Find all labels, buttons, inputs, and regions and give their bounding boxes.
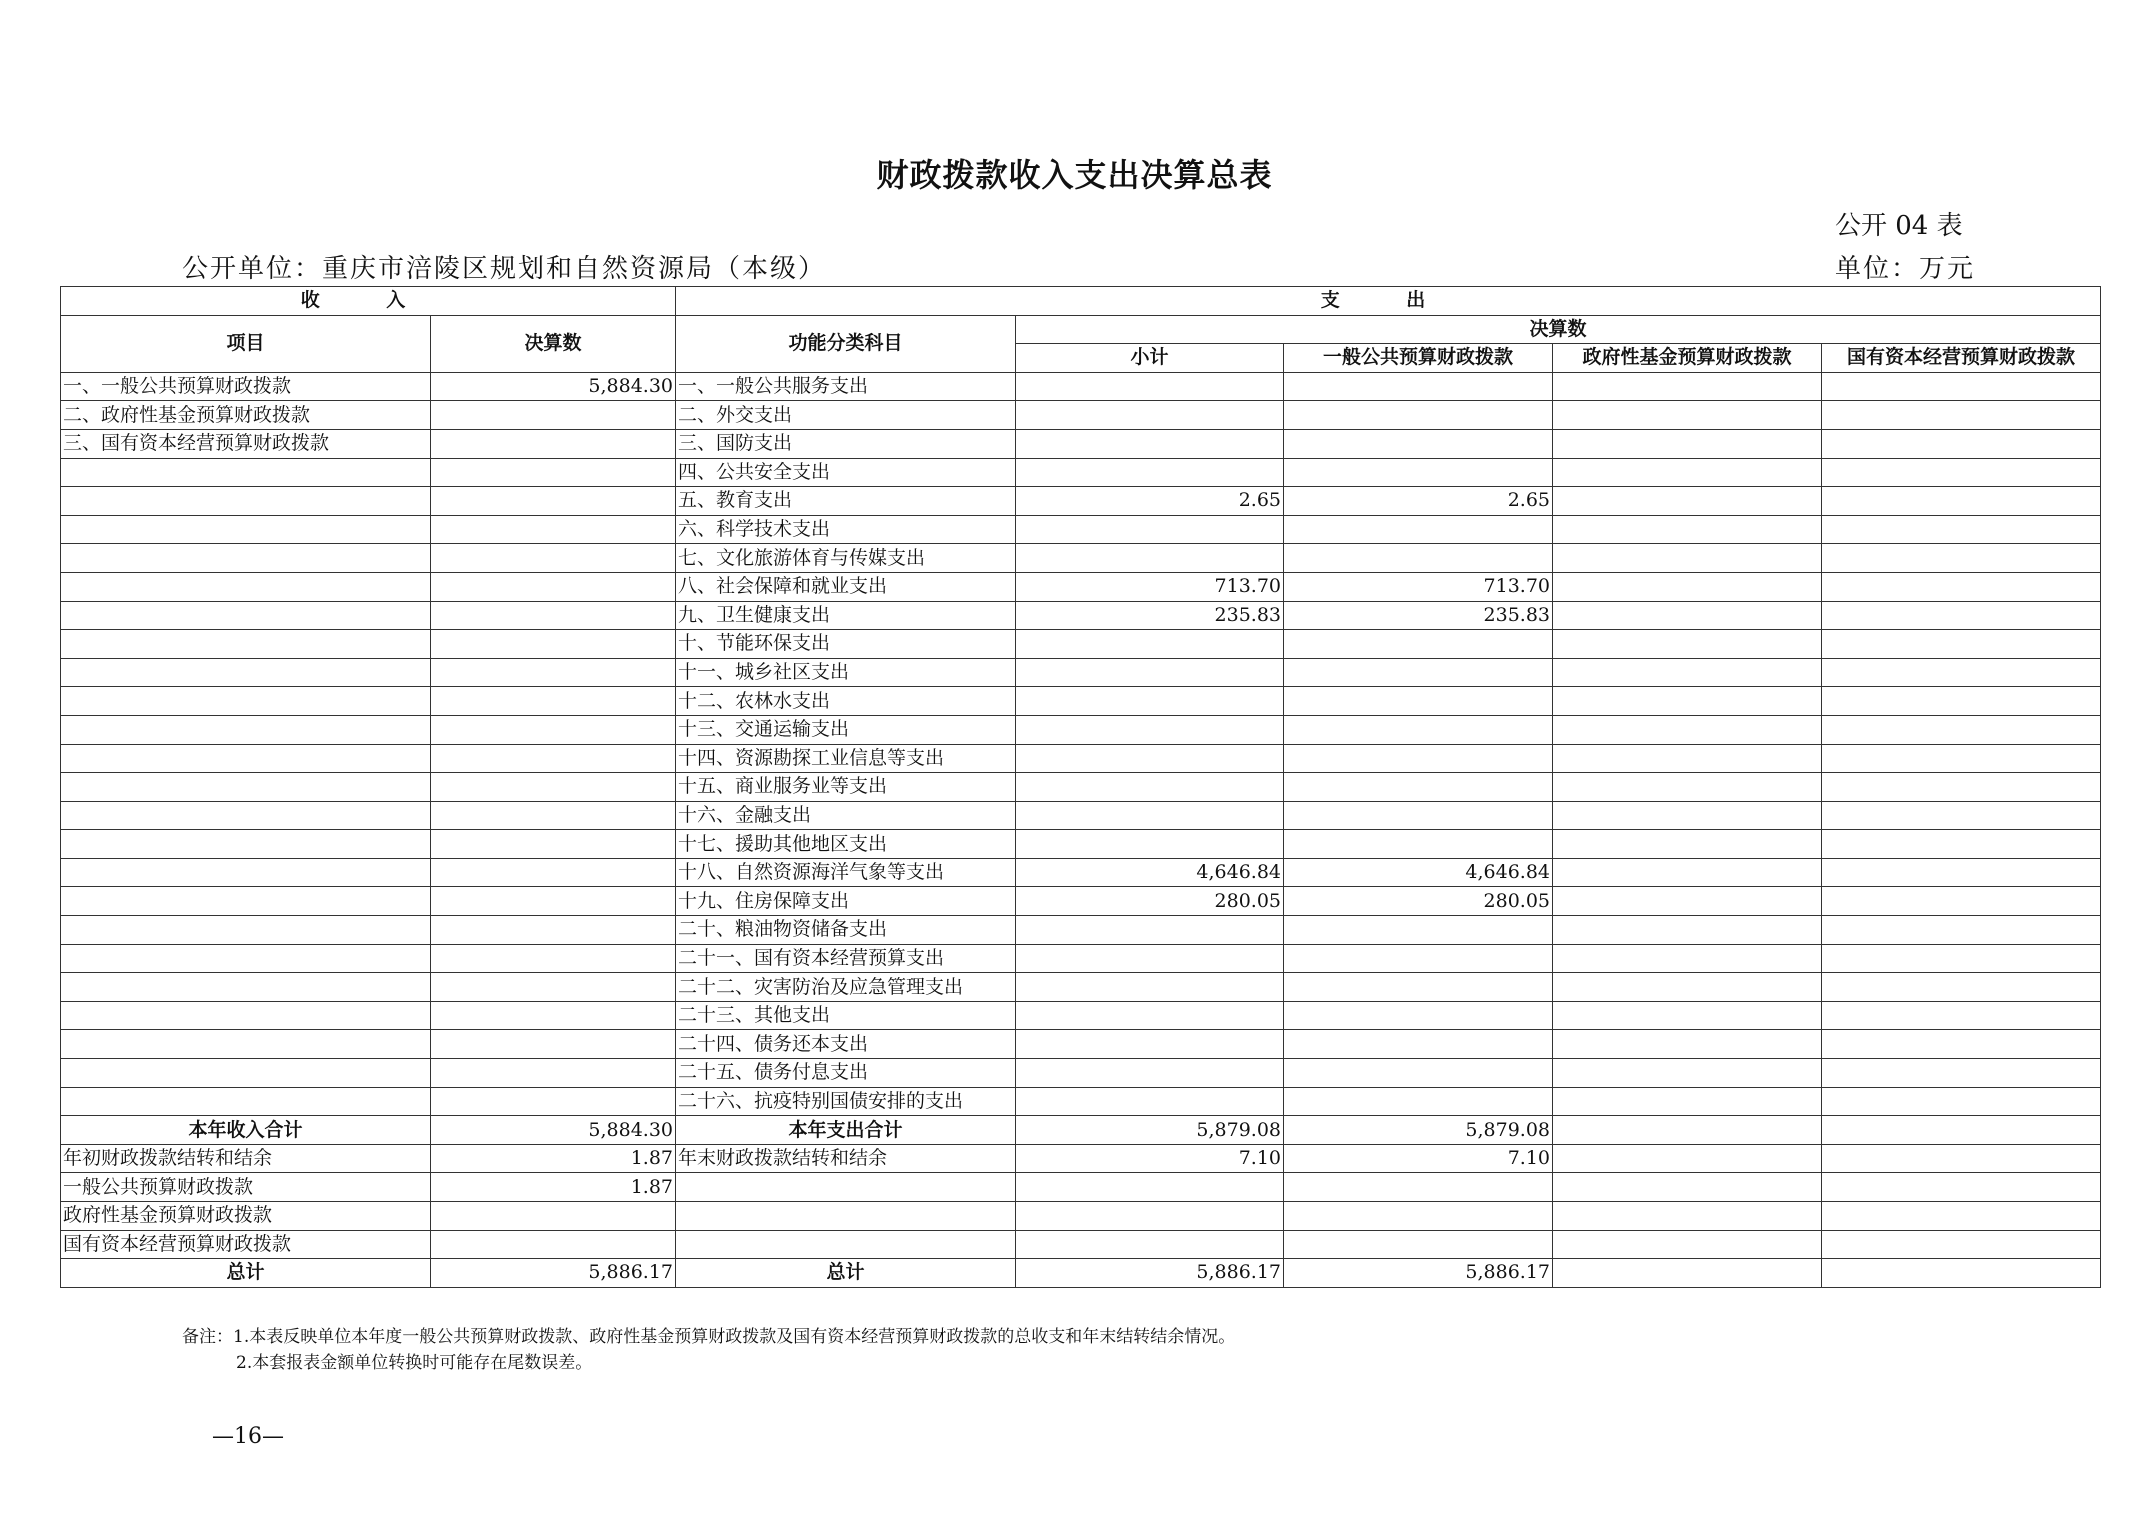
expense-soe [1822, 715, 2101, 744]
expense-general [1284, 1030, 1553, 1059]
expense-item: 十三、交通运输支出 [676, 715, 1016, 744]
expense-amount-header: 决算数 [1016, 315, 2101, 344]
carry-sub-amount [431, 1202, 676, 1231]
carry-income-amount: 1.87 [431, 1144, 676, 1173]
footnote-2: 2.本套报表金额单位转换时可能存在尾数误差。 [236, 1353, 593, 1373]
income-item [61, 858, 431, 887]
expense-soe [1822, 372, 2101, 401]
expense-soe [1822, 687, 2101, 716]
table-row [61, 630, 2101, 659]
expense-general: 4,646.84 [1284, 858, 1553, 887]
expense-fund [1553, 1001, 1822, 1030]
expense-item: 二十一、国有资本经营预算支出 [676, 944, 1016, 973]
expense-general [1284, 658, 1553, 687]
expense-total-subtotal: 5,879.08 [1016, 1116, 1284, 1145]
expense-item: 十、节能环保支出 [676, 630, 1016, 659]
expense-general [1284, 830, 1553, 859]
grand-total-row [61, 1259, 2101, 1288]
expense-general [1284, 458, 1553, 487]
expense-subtotal [1016, 1087, 1284, 1116]
expense-general: 2.65 [1284, 487, 1553, 516]
expense-soe [1822, 458, 2101, 487]
expense-soe [1822, 429, 2101, 458]
expense-fund [1553, 544, 1822, 573]
expense-subtotal [1016, 372, 1284, 401]
expense-general [1284, 401, 1553, 430]
income-item: 三、国有资本经营预算财政拨款 [61, 429, 431, 458]
table-row [61, 744, 2101, 773]
income-amount [431, 487, 676, 516]
carry-sub-row [61, 1173, 2101, 1202]
table-row [61, 944, 2101, 973]
table-row [61, 1001, 2101, 1030]
expense-general: 713.70 [1284, 572, 1553, 601]
income-amount [431, 544, 676, 573]
expense-soe [1822, 973, 2101, 1002]
expense-general [1284, 515, 1553, 544]
income-item [61, 916, 431, 945]
expense-fund [1553, 858, 1822, 887]
expense-soe [1822, 515, 2101, 544]
expense-fund [1553, 801, 1822, 830]
income-item [61, 487, 431, 516]
carry-expense-soe [1822, 1144, 2101, 1173]
expense-general [1284, 429, 1553, 458]
expense-item: 九、卫生健康支出 [676, 601, 1016, 630]
table-row [61, 1059, 2101, 1088]
grand-expense-fund [1553, 1259, 1822, 1288]
income-amount [431, 744, 676, 773]
expense-item: 十二、农林水支出 [676, 687, 1016, 716]
table-row [61, 858, 2101, 887]
expense-fund [1553, 429, 1822, 458]
carry-sub-amount: 1.87 [431, 1173, 676, 1202]
income-item [61, 658, 431, 687]
expense-soe [1822, 887, 2101, 916]
carry-sub-amount [431, 1230, 676, 1259]
income-amount [431, 715, 676, 744]
soe-header: 国有资本经营预算财政拨款 [1822, 344, 2101, 373]
expense-general [1284, 944, 1553, 973]
carry-sub-label: 国有资本经营预算财政拨款 [61, 1230, 431, 1259]
expense-fund [1553, 887, 1822, 916]
income-item [61, 744, 431, 773]
income-item [61, 944, 431, 973]
income-item: 二、政府性基金预算财政拨款 [61, 401, 431, 430]
expense-subtotal: 713.70 [1016, 572, 1284, 601]
budget-table [60, 286, 2101, 1288]
expense-fund [1553, 630, 1822, 659]
expense-fund [1553, 401, 1822, 430]
income-item [61, 773, 431, 802]
expense-fund [1553, 916, 1822, 945]
table-number: 公开 04 表 [1835, 211, 1963, 241]
income-amount [431, 858, 676, 887]
income-amount: 5,884.30 [431, 372, 676, 401]
grand-income-label: 总计 [61, 1259, 431, 1288]
table-row [61, 687, 2101, 716]
grand-expense-soe [1822, 1259, 2101, 1288]
expense-item: 十七、援助其他地区支出 [676, 830, 1016, 859]
expense-general [1284, 973, 1553, 1002]
expense-item: 十一、城乡社区支出 [676, 658, 1016, 687]
expense-fund [1553, 601, 1822, 630]
expense-fund [1553, 658, 1822, 687]
func-category-header: 功能分类科目 [676, 315, 1016, 372]
table-row [61, 773, 2101, 802]
header-row-2 [61, 315, 2101, 344]
expense-soe [1822, 916, 2101, 945]
income-amount [431, 887, 676, 916]
expense-subtotal: 4,646.84 [1016, 858, 1284, 887]
expense-general [1284, 372, 1553, 401]
expense-subtotal [1016, 916, 1284, 945]
carry-row [61, 1144, 2101, 1173]
grand-income-amount: 5,886.17 [431, 1259, 676, 1288]
expense-subtotal [1016, 687, 1284, 716]
income-amount [431, 429, 676, 458]
income-item [61, 601, 431, 630]
expense-item: 五、教育支出 [676, 487, 1016, 516]
income-amount [431, 658, 676, 687]
expense-subtotal: 2.65 [1016, 487, 1284, 516]
income-amount [431, 458, 676, 487]
expense-item: 二十二、灾害防治及应急管理支出 [676, 973, 1016, 1002]
expense-general [1284, 630, 1553, 659]
income-item [61, 687, 431, 716]
carry-income-label: 年初财政拨款结转和结余 [61, 1144, 431, 1173]
carry-expense-subtotal: 7.10 [1016, 1144, 1284, 1173]
carry-expense-general: 7.10 [1284, 1144, 1553, 1173]
expense-soe [1822, 944, 2101, 973]
expense-subtotal: 235.83 [1016, 601, 1284, 630]
expense-fund [1553, 1030, 1822, 1059]
expense-item: 二十、粮油物资储备支出 [676, 916, 1016, 945]
expense-item: 二、外交支出 [676, 401, 1016, 430]
expense-soe [1822, 858, 2101, 887]
expense-fund [1553, 830, 1822, 859]
income-item [61, 515, 431, 544]
table-row [61, 601, 2101, 630]
general-header: 一般公共预算财政拨款 [1284, 344, 1553, 373]
expense-fund [1553, 973, 1822, 1002]
income-item: 一、一般公共预算财政拨款 [61, 372, 431, 401]
expense-subtotal [1016, 515, 1284, 544]
fund-header: 政府性基金预算财政拨款 [1553, 344, 1822, 373]
expense-total-fund [1553, 1116, 1822, 1145]
expense-fund [1553, 572, 1822, 601]
expense-general [1284, 1059, 1553, 1088]
income-amount [431, 773, 676, 802]
table-row [61, 973, 2101, 1002]
table-row [61, 487, 2101, 516]
expense-soe [1822, 658, 2101, 687]
income-amount [431, 601, 676, 630]
expense-fund [1553, 715, 1822, 744]
income-amount [431, 401, 676, 430]
expense-soe [1822, 487, 2101, 516]
expense-item: 二十四、债务还本支出 [676, 1030, 1016, 1059]
carry-sub-label: 政府性基金预算财政拨款 [61, 1202, 431, 1231]
expense-fund [1553, 458, 1822, 487]
expense-soe [1822, 1059, 2101, 1088]
expense-general [1284, 1001, 1553, 1030]
expense-item: 十四、资源勘探工业信息等支出 [676, 744, 1016, 773]
table-row [61, 715, 2101, 744]
table-row [61, 372, 2101, 401]
expense-general: 235.83 [1284, 601, 1553, 630]
income-item [61, 801, 431, 830]
table-row [61, 1087, 2101, 1116]
carry-expense-fund [1553, 1144, 1822, 1173]
expense-subtotal [1016, 744, 1284, 773]
income-amount [431, 916, 676, 945]
expense-subtotal [1016, 773, 1284, 802]
expense-subtotal [1016, 973, 1284, 1002]
expense-general [1284, 687, 1553, 716]
table-row [61, 658, 2101, 687]
expense-item: 十五、商业服务业等支出 [676, 773, 1016, 802]
expense-general: 280.05 [1284, 887, 1553, 916]
income-header: 收 入 [61, 287, 676, 316]
expense-item: 十六、金融支出 [676, 801, 1016, 830]
expense-subtotal [1016, 630, 1284, 659]
expense-item: 三、国防支出 [676, 429, 1016, 458]
grand-expense-subtotal: 5,886.17 [1016, 1259, 1284, 1288]
expense-subtotal [1016, 1001, 1284, 1030]
income-item [61, 973, 431, 1002]
expense-general [1284, 744, 1553, 773]
expense-item: 八、社会保障和就业支出 [676, 572, 1016, 601]
table-row [61, 830, 2101, 859]
income-item [61, 1087, 431, 1116]
expense-subtotal [1016, 544, 1284, 573]
income-amount [431, 944, 676, 973]
grand-expense-general: 5,886.17 [1284, 1259, 1553, 1288]
expense-soe [1822, 572, 2101, 601]
income-amount [431, 801, 676, 830]
income-amount [431, 572, 676, 601]
income-item [61, 1059, 431, 1088]
expense-subtotal [1016, 715, 1284, 744]
year-total-row [61, 1116, 2101, 1145]
income-total-label: 本年收入合计 [61, 1116, 431, 1145]
grand-expense-label: 总计 [676, 1259, 1016, 1288]
income-item [61, 458, 431, 487]
page-title: 财政拨款收入支出决算总表 [876, 156, 1273, 194]
currency-unit: 单位：万元 [1835, 254, 1976, 284]
income-total-amount: 5,884.30 [431, 1116, 676, 1145]
carry-sub-row [61, 1202, 2101, 1231]
item-header: 项目 [61, 315, 431, 372]
income-amount [431, 1087, 676, 1116]
income-amount [431, 687, 676, 716]
expense-subtotal [1016, 458, 1284, 487]
income-item [61, 572, 431, 601]
table-row [61, 515, 2101, 544]
income-amount [431, 973, 676, 1002]
expense-total-label: 本年支出合计 [676, 1116, 1016, 1145]
expense-subtotal [1016, 429, 1284, 458]
expense-fund [1553, 1059, 1822, 1088]
expense-item: 二十五、债务付息支出 [676, 1059, 1016, 1088]
expense-item: 四、公共安全支出 [676, 458, 1016, 487]
expense-general [1284, 544, 1553, 573]
expense-general [1284, 773, 1553, 802]
expense-fund [1553, 372, 1822, 401]
expense-soe [1822, 773, 2101, 802]
expense-fund [1553, 487, 1822, 516]
header-row-1 [61, 287, 2101, 316]
reporting-unit: 公开单位：重庆市涪陵区规划和自然资源局（本级） [182, 254, 827, 284]
income-amount-header: 决算数 [431, 315, 676, 372]
expense-soe [1822, 601, 2101, 630]
expense-soe [1822, 830, 2101, 859]
income-item [61, 630, 431, 659]
expense-soe [1822, 801, 2101, 830]
table-row [61, 458, 2101, 487]
carry-expense-label: 年末财政拨款结转和结余 [676, 1144, 1016, 1173]
expense-fund [1553, 515, 1822, 544]
income-amount [431, 1030, 676, 1059]
income-item [61, 1030, 431, 1059]
expense-general [1284, 1087, 1553, 1116]
subtotal-header: 小计 [1016, 344, 1284, 373]
table-row [61, 572, 2101, 601]
expense-soe [1822, 1001, 2101, 1030]
table-row [61, 887, 2101, 916]
expense-item: 七、文化旅游体育与传媒支出 [676, 544, 1016, 573]
expense-soe [1822, 744, 2101, 773]
expense-subtotal [1016, 658, 1284, 687]
page-number: —16— [212, 1424, 284, 1449]
income-item [61, 715, 431, 744]
expense-subtotal [1016, 1059, 1284, 1088]
expense-fund [1553, 687, 1822, 716]
table-row [61, 916, 2101, 945]
income-amount [431, 1059, 676, 1088]
footnote-1: 备注：1.本表反映单位本年度一般公共预算财政拨款、政府性基金预算财政拨款及国有资本经营预算财政拨款的总收支和年末结转结余情况。 [182, 1327, 1236, 1347]
expense-total-general: 5,879.08 [1284, 1116, 1553, 1145]
expense-total-soe [1822, 1116, 2101, 1145]
expense-soe [1822, 630, 2101, 659]
expense-header: 支 出 [676, 287, 2101, 316]
expense-item: 十八、自然资源海洋气象等支出 [676, 858, 1016, 887]
expense-subtotal [1016, 1030, 1284, 1059]
income-item [61, 1001, 431, 1030]
expense-subtotal [1016, 401, 1284, 430]
expense-general [1284, 916, 1553, 945]
expense-soe [1822, 1030, 2101, 1059]
expense-subtotal [1016, 801, 1284, 830]
expense-soe [1822, 1087, 2101, 1116]
expense-fund [1553, 773, 1822, 802]
expense-fund [1553, 744, 1822, 773]
table-row [61, 1030, 2101, 1059]
expense-subtotal [1016, 830, 1284, 859]
expense-item: 二十三、其他支出 [676, 1001, 1016, 1030]
income-item [61, 830, 431, 859]
expense-soe [1822, 544, 2101, 573]
income-amount [431, 515, 676, 544]
expense-subtotal: 280.05 [1016, 887, 1284, 916]
expense-item: 六、科学技术支出 [676, 515, 1016, 544]
income-amount [431, 630, 676, 659]
table-row [61, 429, 2101, 458]
carry-sub-row [61, 1230, 2101, 1259]
expense-general [1284, 801, 1553, 830]
expense-fund [1553, 944, 1822, 973]
expense-general [1284, 715, 1553, 744]
income-amount [431, 830, 676, 859]
table-row [61, 401, 2101, 430]
expense-fund [1553, 1087, 1822, 1116]
carry-sub-label: 一般公共预算财政拨款 [61, 1173, 431, 1202]
table-row [61, 801, 2101, 830]
expense-item: 十九、住房保障支出 [676, 887, 1016, 916]
income-item [61, 544, 431, 573]
expense-item: 二十六、抗疫特别国债安排的支出 [676, 1087, 1016, 1116]
table-row [61, 544, 2101, 573]
income-item [61, 887, 431, 916]
expense-item: 一、一般公共服务支出 [676, 372, 1016, 401]
expense-subtotal [1016, 944, 1284, 973]
income-amount [431, 1001, 676, 1030]
expense-soe [1822, 401, 2101, 430]
